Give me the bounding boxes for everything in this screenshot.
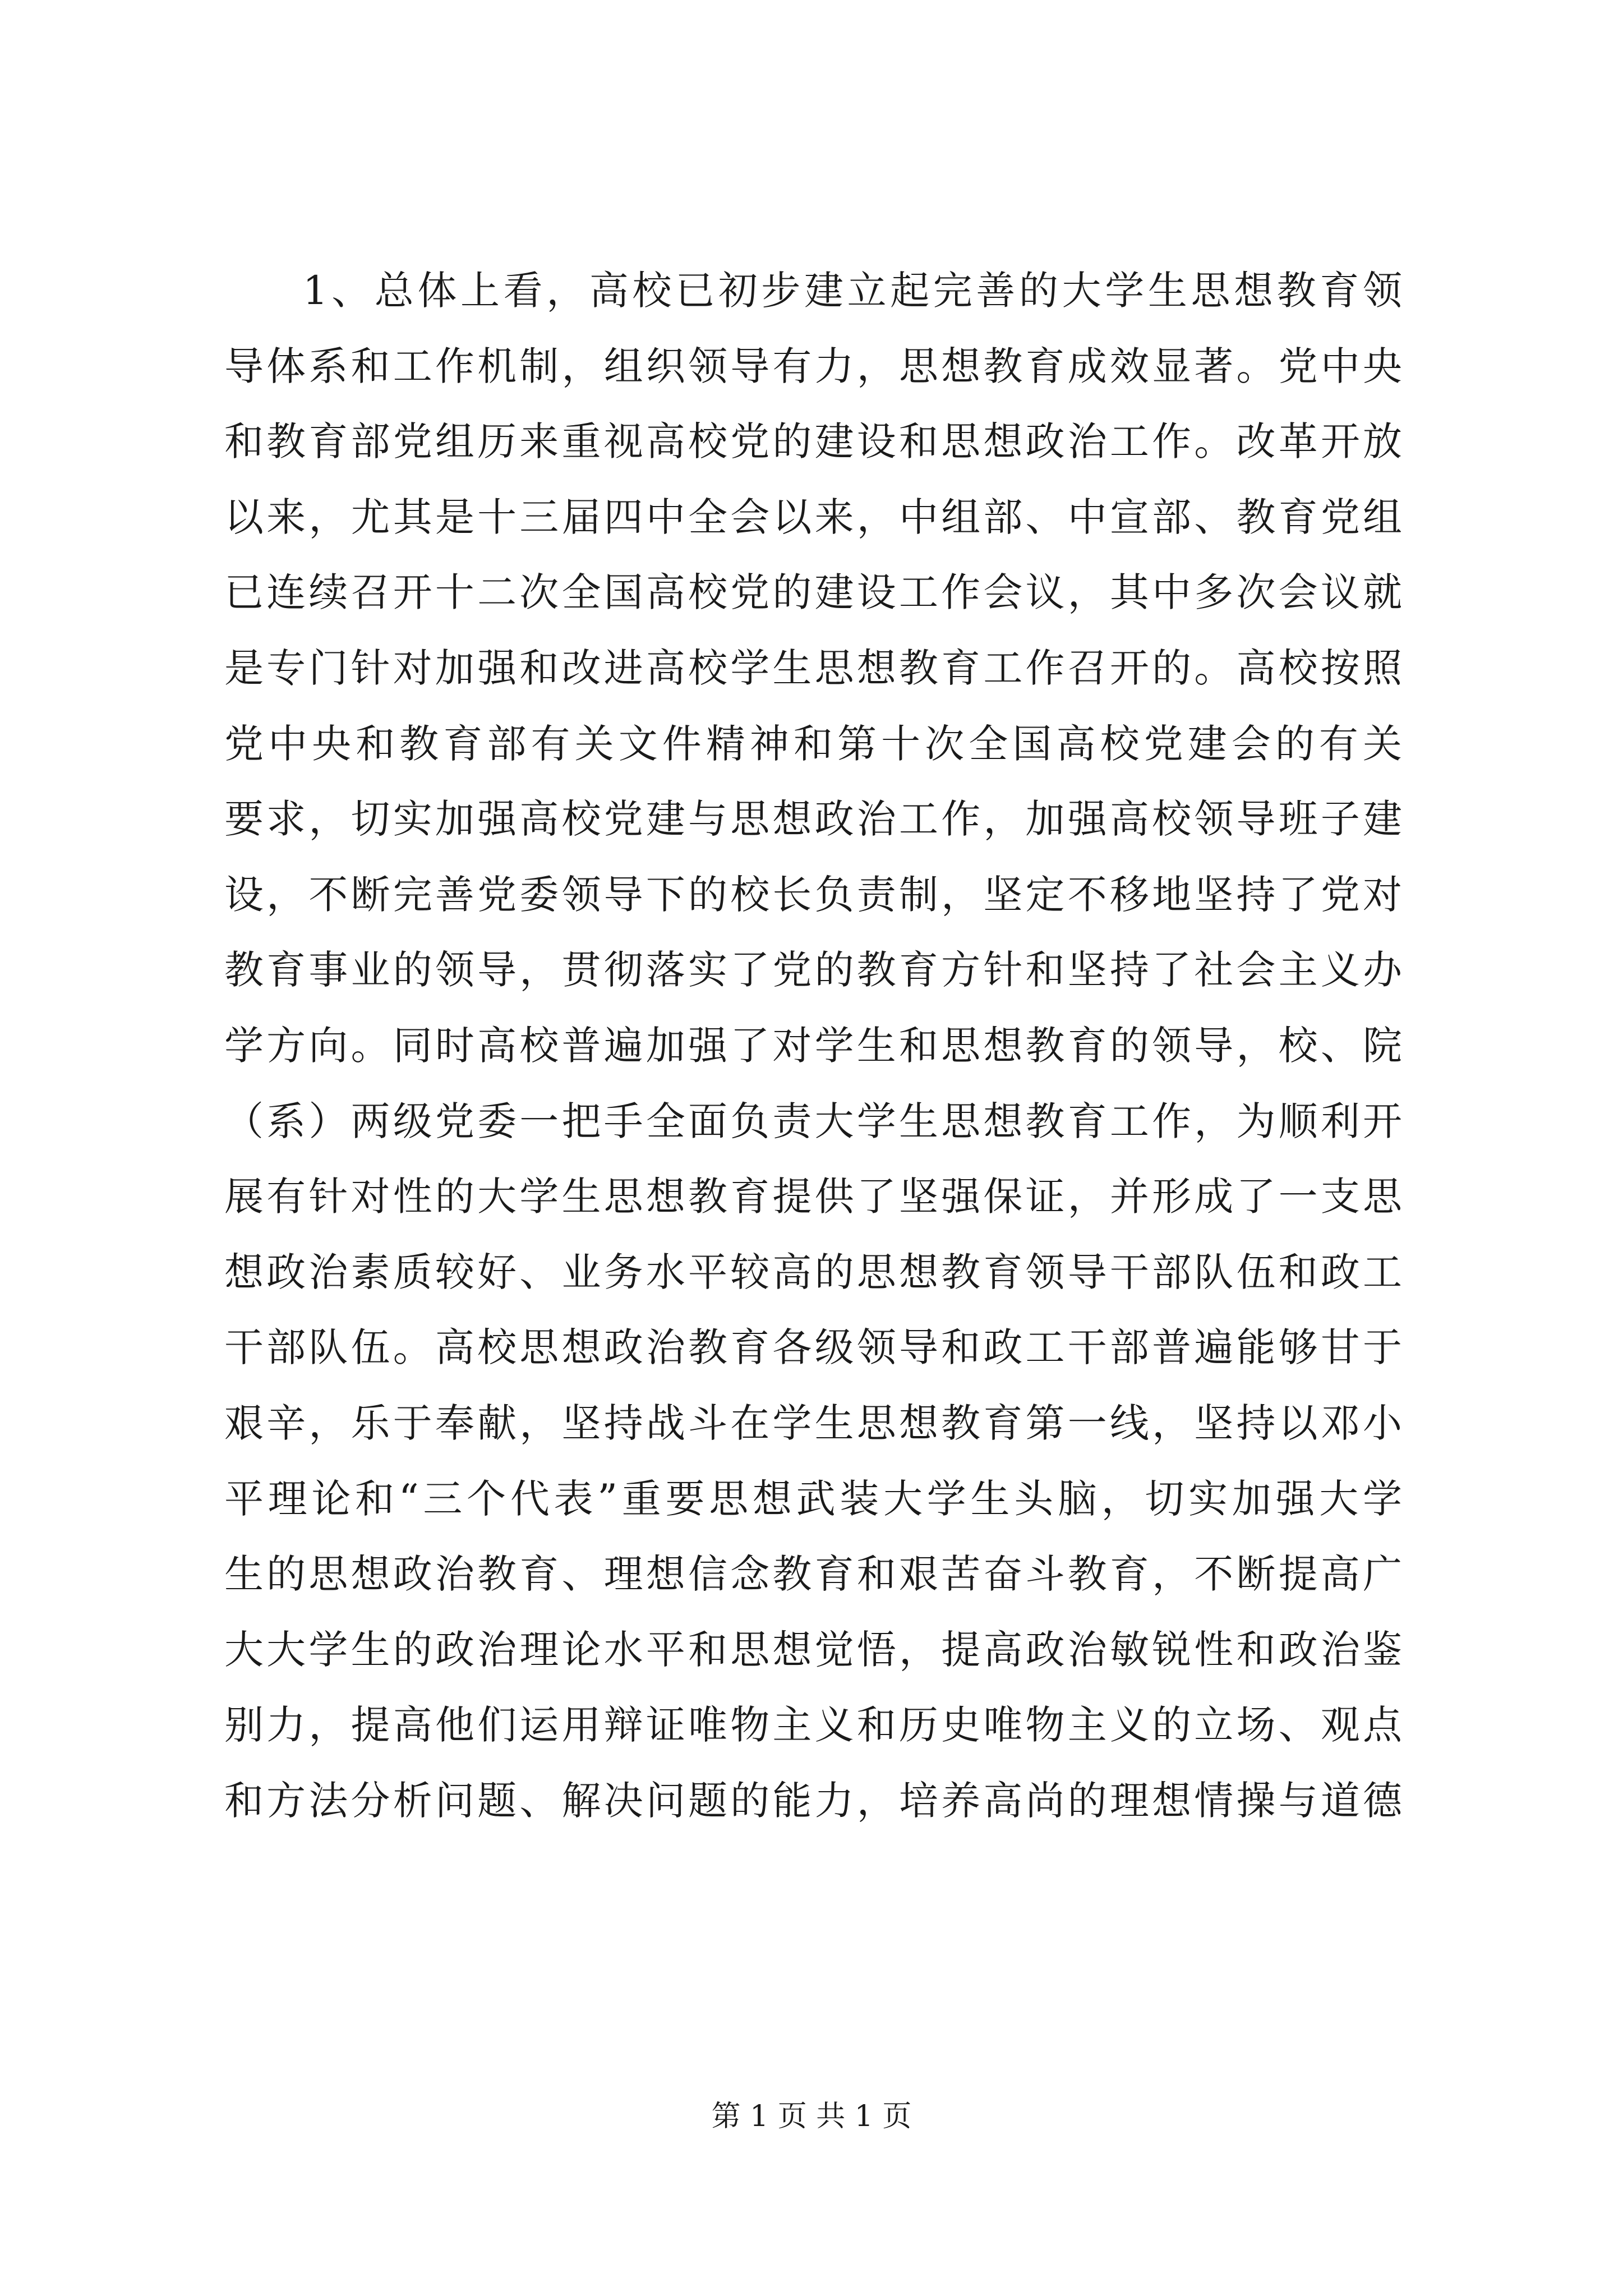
text-line: 干部队伍。高校思想政治教育各级领导和政工干部普遍能够甘于: [224, 1324, 1402, 1371]
text-line: 生的思想政治教育、理想信念教育和艰苦奋斗教育，不断提高广: [224, 1551, 1402, 1598]
text-line: 展有针对性的大学生思想教育提供了坚强保证，并形成了一支思: [224, 1174, 1402, 1220]
text-line: 要求，切实加强高校党建与思想政治工作，加强高校领导班子建: [224, 796, 1402, 843]
text-line: （系）两级党委一把手全面负责大学生思想教育工作，为顺利开: [224, 1098, 1402, 1144]
text-line: 大大学生的政治理论水平和思想觉悟，提高政治敏锐性和政治鉴: [224, 1626, 1402, 1673]
text-line: 学方向。同时高校普遍加强了对学生和思想教育的领导，校、院: [224, 1022, 1402, 1069]
text-line: 已连续召开十二次全国高校党的建设工作会议，其中多次会议就: [224, 569, 1402, 616]
page-footer: [0, 2097, 1623, 2136]
text-line: 别力，提高他们运用辩证唯物主义和历史唯物主义的立场、观点: [224, 1702, 1402, 1749]
text-line: 党中央和教育部有关文件精神和第十次全国高校党建会的有关: [224, 720, 1402, 767]
text-line: 教育事业的领导，贯彻落实了党的教育方针和坚持了社会主义办: [224, 947, 1402, 993]
text-line: 1、总体上看，高校已初步建立起完善的大学生思想教育领: [303, 268, 1402, 314]
body-paragraph: [224, 253, 1402, 1838]
text-line: 导体系和工作机制，组织领导有力，思想教育成效显著。党中央: [224, 343, 1402, 389]
text-line: 和方法分析问题、解决问题的能力，培养高尚的理想情操与道德: [224, 1777, 1402, 1824]
text-line: 想政治素质较好、业务水平较高的思想教育领导干部队伍和政工: [224, 1249, 1402, 1295]
text-line: 设，不断完善党委领导下的校长负责制，坚定不移地坚持了党对: [224, 871, 1402, 918]
text-line: 平理论和“三个代表”重要思想武装大学生头脑，切实加强大学: [224, 1475, 1402, 1522]
text-line: 是专门针对加强和改进高校学生思想教育工作召开的。高校按照: [224, 645, 1402, 691]
text-line: 艰辛，乐于奉献，坚持战斗在学生思想教育第一线，坚持以邓小: [224, 1400, 1402, 1446]
text-line: 以来，尤其是十三届四中全会以来，中组部、中宣部、教育党组: [224, 494, 1402, 540]
page-number-label: 第 1 页 共 1 页: [711, 2100, 912, 2133]
text-line: 和教育部党组历来重视高校党的建设和思想政治工作。改革开放: [224, 418, 1402, 465]
